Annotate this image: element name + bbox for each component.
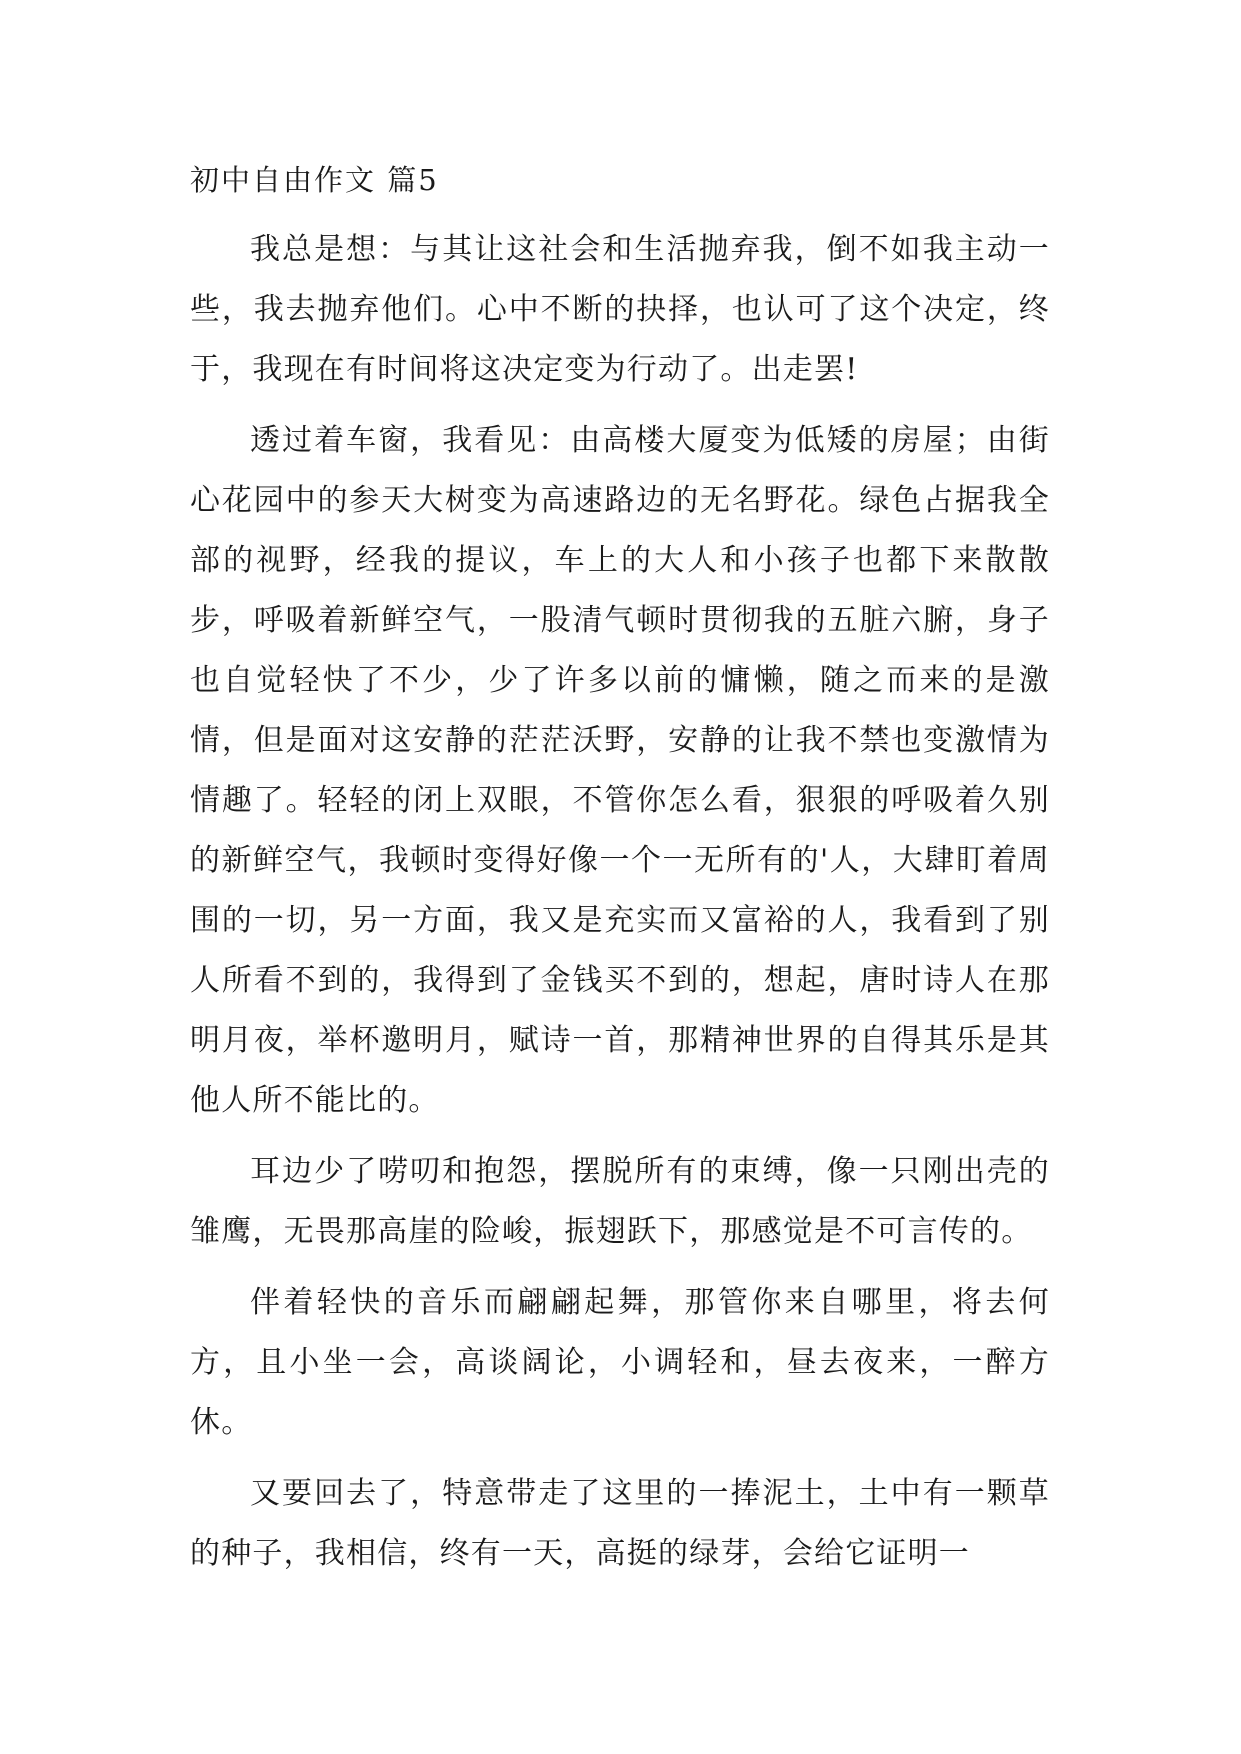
paragraph-3: 耳边少了唠叨和抱怨，摆脱所有的束缚，像一只刚出壳的雏鹰，无畏那高崖的险峻，振翅跃下，那感觉是不可言传的。	[190, 1154, 1050, 1249]
paragraph-5: 又要回去了，特意带走了这里的一捧泥土，土中有一颗草的种子，我相信，终有一天，高挺的绿芽，会给它证明一	[190, 1476, 1050, 1571]
document-title: 初中自由作文 篇5	[190, 163, 439, 197]
paragraph-2: 透过着车窗，我看见：由高楼大厦变为低矮的房屋；由街心花园中的参天大树变为高速路边的无名野花。绿色占据我全部的视野，经我的提议，车上的大人和小孩子也都下来散散步，呼吸着新鲜空气，一股清气顿时贯彻我的五脏六腑，身子也自觉轻快了不少，少了许多以前的慵懒，随之而来的是激情，但是面对这安静的茫茫沃野，安静的让我不禁也变激情为情趣了。轻轻的闭上双眼，不管你怎么看，狠狠的呼吸着久别的新鲜空气，我顿时变得好像一个一无所有的'人，大肆盯着周围的一切，另一方面，我又是充实而又富裕的人，我看到了别人所看不到的，我得到了金钱买不到的，想起，唐时诗人在那明月夜，举杯邀明月，赋诗一首，那精神世界的自得其乐是其他人所不能比的。	[190, 423, 1050, 1118]
paragraph-4: 伴着轻快的音乐而翩翩起舞，那管你来自哪里，将去何方，且小坐一会，高谈阔论，小调轻和，昼去夜来，一醉方休。	[190, 1285, 1050, 1440]
document-body	[190, 162, 1050, 1595]
paragraph-1: 我总是想：与其让这社会和生活抛弃我，倒不如我主动一些，我去抛弃他们。心中不断的抉择，也认可了这个决定，终于，我现在有时间将这决定变为行动了。出走罢!	[190, 232, 1050, 387]
